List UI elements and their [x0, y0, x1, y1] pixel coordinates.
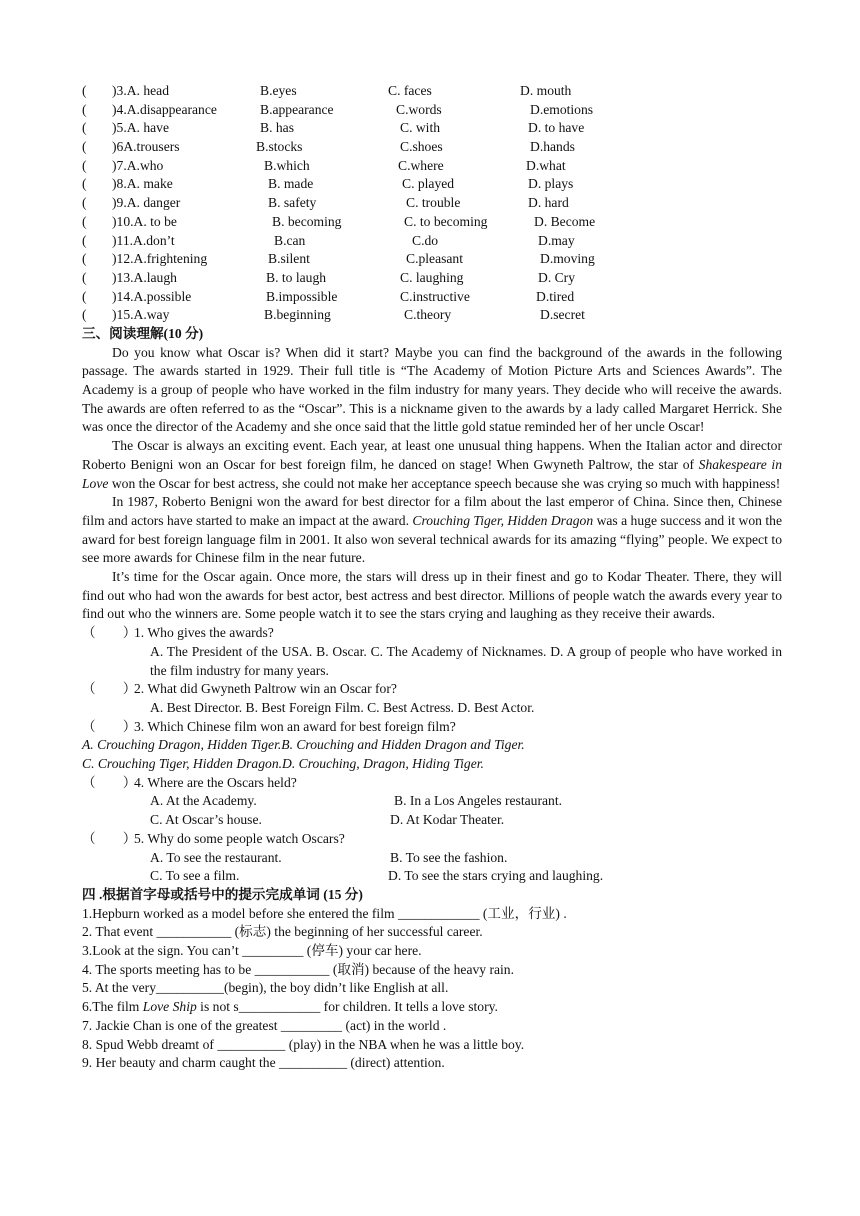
answer-blank[interactable]: （ ） [82, 681, 137, 697]
passage-paragraph: It’s time for the Oscar again. Once more, the stars will dress up in their finest and go to Kodar Theater. There, they will find out who had won the awards for best actor, best actress and best director. Millions of people watch the awards every year to find out who the winners are. Some people watch it to see the stars crying and laughing as they receive their awards. [82, 569, 782, 622]
cloze-row: ( )15.A.way B.beginning C.theory D.secret [82, 307, 585, 323]
reading-question [82, 718, 782, 774]
section-title-fill-words: 四 .根据首字母或括号中的提示完成单词 (15 分) [82, 886, 363, 902]
reading-question [82, 624, 782, 680]
option-row: A. At the Academy. B. In a Los Angeles restaurant. [150, 793, 562, 809]
cloze-options [82, 82, 782, 325]
question-text: 3. Which Chinese film won an award for best foreign film? [134, 718, 456, 734]
answer-blank[interactable]: （ ） [82, 718, 137, 734]
passage-paragraph: The Oscar is always an exciting event. Each year, at least one unusual thing happens. When the Italian actor and director Roberto Benigni won an Oscar for best foreign film, he danced on stage! When Gwyneth Paltrow, the star of Shakespeare in Love won the Oscar for best actress, she could not make her acceptance speech because she was crying so much with happiness! [82, 438, 782, 491]
cloze-row: ( )5.A. have B. has C. with D. to have [82, 120, 585, 136]
fill-item: 6.The film Love Ship is not s____________ for children. It tells a love story. [82, 999, 498, 1015]
answer-blank[interactable]: （ ） [82, 830, 137, 846]
passage-paragraph: Do you know what Oscar is? When did it start? Maybe you can find the background of the awards in the following passage. The awards started in 1929. Their full title is “The Academy of Motion Picture Arts and Sciences Awards”. The Academy is a group of people who have worked in the film industry for many years. They decide who will receive the awards. The awards are often referred to as the “Oscar”. This is a nickname given to the awards by a lady called Margaret Herrick. She was once the director of the Academy and she once said that the little gold statue reminded her of her uncle Oscar! [82, 344, 782, 435]
cloze-row: ( )14.A.possible B.impossible C.instructive D.tired [82, 288, 575, 304]
fill-item: 4. The sports meeting has to be ___________ (取消) because of the heavy rain. [82, 961, 514, 977]
option-row: C. At Oscar’s house. D. At Kodar Theater. [150, 812, 505, 828]
option-row: C. Crouching Tiger, Hidden Dragon.D. Crouching, Dragon, Hiding Tiger. [82, 756, 484, 772]
fill-item: 1.Hepburn worked as a model before she entered the film ____________ (工业，行业) . [82, 905, 567, 921]
fill-item: 2. That event ___________ (标志) the beginning of her successful career. [82, 924, 483, 940]
question-options: A. Best Director. B. Best Foreign Film. C. Best Actress. D. Best Actor. [150, 700, 535, 715]
question-text: 1. Who gives the awards? [134, 625, 274, 641]
cloze-row: ( )12.A.frightening B.silent C.pleasant D.moving [82, 251, 595, 267]
fill-item: 8. Spud Webb dreamt of __________ (play) in the NBA when he was a little boy. [82, 1036, 525, 1052]
question-text: 2. What did Gwyneth Paltrow win an Oscar for? [134, 681, 397, 697]
cloze-row: ( )3.A. head B.eyes C. faces D. mouth [82, 83, 572, 98]
answer-blank[interactable]: （ ） [82, 625, 137, 641]
cloze-row: ( )11.A.don’t B.can C.do D.may [82, 232, 575, 248]
fill-item: 7. Jackie Chan is one of the greatest _________ (act) in the world . [82, 1017, 447, 1033]
fill-item: 5. At the very__________(begin), the boy didn’t like English at all. [82, 980, 449, 996]
cloze-row: ( )9.A. danger B. safety C. trouble D. hard [82, 195, 569, 211]
section-title-reading: 三、阅读理解(10 分) [82, 325, 204, 341]
passage-paragraph: In 1987, Roberto Benigni won the award for best director for a film about the last emperor of China. Since then, Chinese film and actors have started to make an impact at the award. Crouching Tiger, Hidden Dragon was a huge success and it won the award for best foreign language film in 2001. It also won several technical awards for its amazing “flying” people. We expect to see more awards for Chinese film in the near future. [82, 494, 782, 566]
cloze-row: ( )10.A. to be B. becoming C. to becoming D. Become [82, 213, 596, 229]
option-row: A. To see the restaurant. B. To see the fashion. [150, 849, 508, 865]
cloze-row: ( )8.A. make B. made C. played D. plays [82, 176, 574, 192]
option-row: A. Crouching Dragon, Hidden Tiger.B. Crouching and Hidden Dragon and Tiger. [82, 737, 525, 753]
worksheet-page [82, 82, 782, 1073]
cloze-row: ( )7.A.who B.which C.where D.what [82, 157, 566, 173]
question-options: A. The President of the USA. B. Oscar. C. The Academy of Nicknames. D. A group of people who have worked in the film industry for many years. [150, 643, 782, 678]
fill-item: 9. Her beauty and charm caught the __________ (direct) attention. [82, 1055, 445, 1071]
reading-question [82, 774, 782, 830]
reading-question [82, 830, 782, 886]
question-text: 4. Where are the Oscars held? [134, 774, 297, 790]
answer-blank[interactable]: （ ） [82, 774, 137, 790]
cloze-row: ( )4.A.disappearance B.appearance C.words D.emotions [82, 101, 594, 117]
fill-item: 3.Look at the sign. You can’t _________ (停车) your car here. [82, 943, 422, 959]
reading-question [82, 680, 782, 717]
option-row: C. To see a film. D. To see the stars crying and laughing. [150, 868, 604, 884]
cloze-row: ( )6A.trousers B.stocks C.shoes D.hands [82, 139, 575, 155]
question-text: 5. Why do some people watch Oscars? [134, 830, 345, 846]
cloze-row: ( )13.A.laugh B. to laugh C. laughing D. Cry [82, 269, 576, 285]
